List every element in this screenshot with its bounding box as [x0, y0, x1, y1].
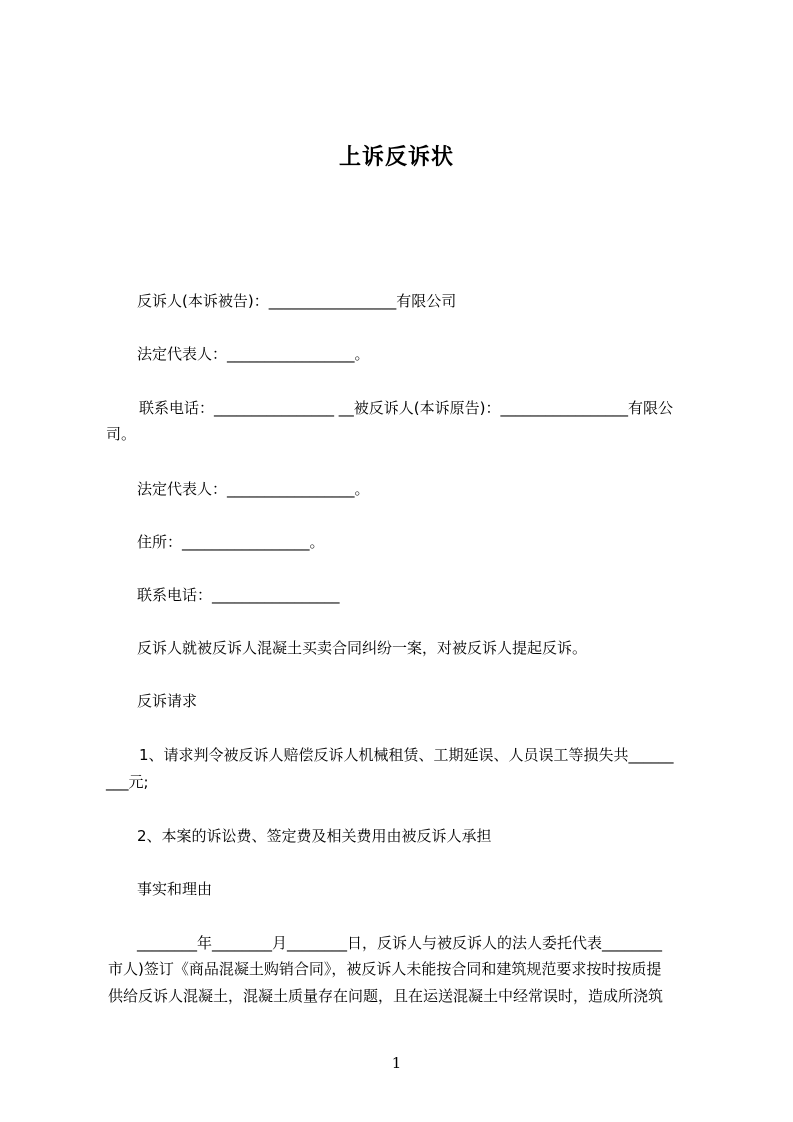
contact-phone-and-respondent-line-continued: 司。 — [106, 425, 137, 443]
case-statement-line: 反诉人就被反诉人混凝土买卖合同纠纷一案，对被反诉人提起反诉。 — [137, 639, 588, 657]
address-line: 住所：_________________。 — [137, 533, 325, 551]
counterclaimant-line: 反诉人(本诉被告)：_________________有限公司 — [137, 292, 457, 310]
facts-paragraph-line-2: 市人)签订《商品混凝土购销合同》，被反诉人未能按合同和建筑规范要求按时按质提 — [108, 960, 662, 978]
facts-paragraph-line-1: ________年________月________日，反诉人与被反诉人的法人委托代表________ — [137, 934, 663, 952]
legal-representative-line: 法定代表人：_________________。 — [137, 345, 370, 363]
page-number: 1 — [391, 1054, 402, 1072]
respondent-legal-representative-line: 法定代表人：_________________。 — [137, 480, 370, 498]
counterclaim-requests-heading: 反诉请求 — [137, 692, 198, 710]
request-item-1-continued: ___元; — [106, 773, 149, 791]
request-item-1: 1、请求判令被反诉人赔偿反诉人机械租赁、工期延误、人员误工等损失共______ — [139, 746, 674, 764]
facts-paragraph-line-3: 供给反诉人混凝土，混凝土质量存在问题，且在运送混凝土中经常误时，造成所浇筑 — [108, 987, 664, 1005]
respondent-contact-phone-line: 联系电话：_________________ — [137, 586, 340, 604]
facts-and-reasons-heading: 事实和理由 — [137, 880, 213, 898]
request-item-2: 2、本案的诉讼费、签定费及相关费用由被反诉人承担 — [137, 827, 492, 845]
document-title: 上诉反诉状 — [338, 145, 454, 170]
contact-phone-and-respondent-line: 联系电话：________________ __被反诉人(本诉原告)：_________________有限公 — [139, 399, 673, 417]
